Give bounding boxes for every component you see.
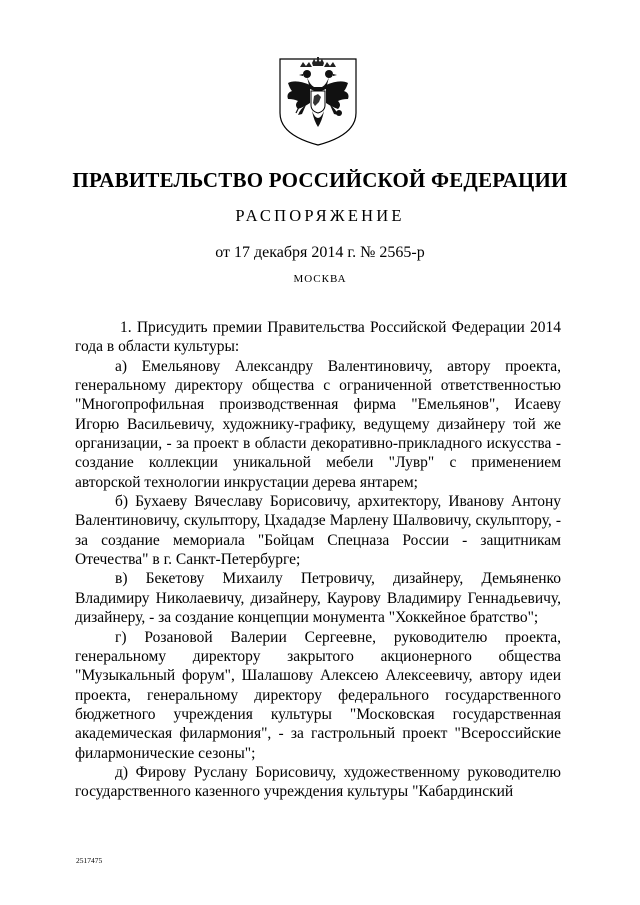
paragraph-v: в) Бекетову Михаилу Петровичу, дизайнеру, Демьяненко Владимиру Николаевичу, дизайнеру, Каурову Владимиру Геннадьевичу, дизайнеру, - за создание концепции монумента "Хоккейное братство"; bbox=[75, 570, 561, 627]
document-city: МОСКВА bbox=[293, 273, 347, 285]
document-date-number: от 17 декабря 2014 г. № 2565-р bbox=[215, 244, 425, 261]
paragraph-d: д) Фирову Руслану Борисовичу, художественному руководителю государственного казенного учреждения культуры "Кабардинский bbox=[75, 763, 561, 801]
paragraph-g: г) Розановой Валерии Сергеевне, руководителю проекта, генеральному директору закрытого акционерного общества "Музыкальный форум", Шалашову Алексею Алексеевичу, автору идеи проекта, генеральному директору федерального государственного бюджетного учреждения культуры "Московская государственная академическая филармония", - за гастрольный проект "Всероссийские филармонические сезоны"; bbox=[75, 628, 561, 762]
paragraph-b: б) Бухаеву Вячеславу Борисовичу, архитектору, Иванову Антону Валентиновичу, скульптору, Цхададзе Марлену Шалвовичу, скульптору, - за создание мемориала "Бойцам Спецназа России - защитникам Отечества" в г. Санкт-Петербурге; bbox=[75, 493, 561, 569]
paragraph-a: а) Емельянову Александру Валентиновичу, автору проекта, генеральному директору общества с ограниченной ответственностью "Многопрофильная производственная фирма "Емельянов", Исаеву Игорю Васильевичу, художнику-графику, ведущему дизайнеру той же организации, - за проект в области декоративно-прикладного искусства - создание коллекции уникальной мебели "Лувр" с применением авторской технологии инкрустации дерева янтарем; bbox=[75, 357, 561, 491]
page-title: ПРАВИТЕЛЬСТВО РОССИЙСКОЙ ФЕДЕРАЦИИ bbox=[72, 168, 568, 192]
russian-coat-of-arms-icon bbox=[276, 55, 360, 147]
document-body bbox=[75, 318, 561, 802]
document-code: 2517475 bbox=[76, 856, 103, 865]
paragraph-1: 1. Присудить премии Правительства Российской Федерации 2014 года в области культуры: bbox=[75, 319, 561, 356]
document-type: РАСПОРЯЖЕНИЕ bbox=[235, 206, 405, 225]
